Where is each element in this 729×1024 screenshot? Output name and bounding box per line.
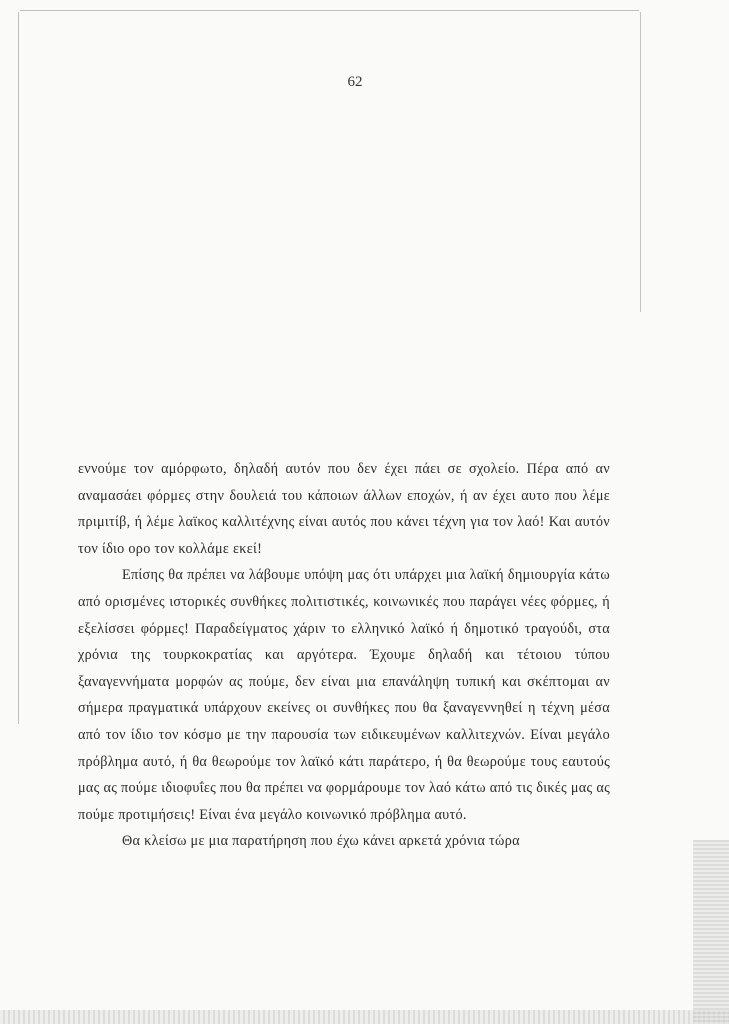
scan-noise-bottom: [0, 1010, 729, 1024]
paragraph: Θα κλείσω με μια παρατήρηση που έχω κάνει αρκετά χρόνια τώρα: [122, 833, 520, 850]
scan-border-right: [640, 12, 641, 312]
paragraph: Επίσης θα πρέπει να λάβουμε υπόψη μας ότι υπάρχει μια λαϊκή δημιουργία κάτω από ορισμένες ιστορικές συνθήκες πολιτιστικές, κοινωνικές που παράγει νέες φόρμες, ή εξελίσσει φόρμες! Παραδείγματος χάριν το ελληνικό λαϊκό ή δημοτικό τραγούδι, στα χρόνια της τουρκοκρατίας και αργότερα. Έχουμε δηλαδή και τέτοιου τύπου ξαναγεννήματα μορφών ας πούμε, δεν είναι μια επανάληψη τυπική και σκέπτομαι αν σήμερα πραγματικά υπάρχουν εκείνες οι συνθήκες που θα ξαναγεννηθεί η τέχνη μέσα από τον ίδιο τον κόσμο με την παρουσία των ειδικευμένων καλλιτεχνών. Είναι μεγάλο πρόβλημα αυτό, ή θα θεωρούμε τον λαϊκό κάτι παράτερο, ή θα θεωρούμε τους εαυτούς μας ας πούμε ιδιοφυΐες που θα πρέπει να φορμάρουμε τον λαό κάτω από τις δικές μας ας πούμε προτιμήσεις! Είναι ένα μεγάλο κοινωνικό πρόβλημα αυτό.: [78, 567, 610, 823]
body-text: [78, 456, 610, 855]
scan-border-top: [20, 10, 639, 11]
page-number: 62: [347, 74, 363, 90]
scan-border-left: [18, 12, 19, 724]
paragraph: εννούμε τον αμόρφωτο, δηλαδή αυτόν που δεν έχει πάει σε σχολείο. Πέρα από αν αναμασάει φόρμες στην δουλειά του κάποιων άλλων εποχών, ή αν έχει αυτο που λέμε πριμιτίβ, ή λέμε λαϊκος καλλιτέχνης είναι αυτός που κάνει τέχνη για τον λαό! Και αυτόν τον ίδιο ορο τον κολλάμε εκεί!: [78, 461, 610, 557]
scan-noise-right: [693, 840, 729, 1024]
